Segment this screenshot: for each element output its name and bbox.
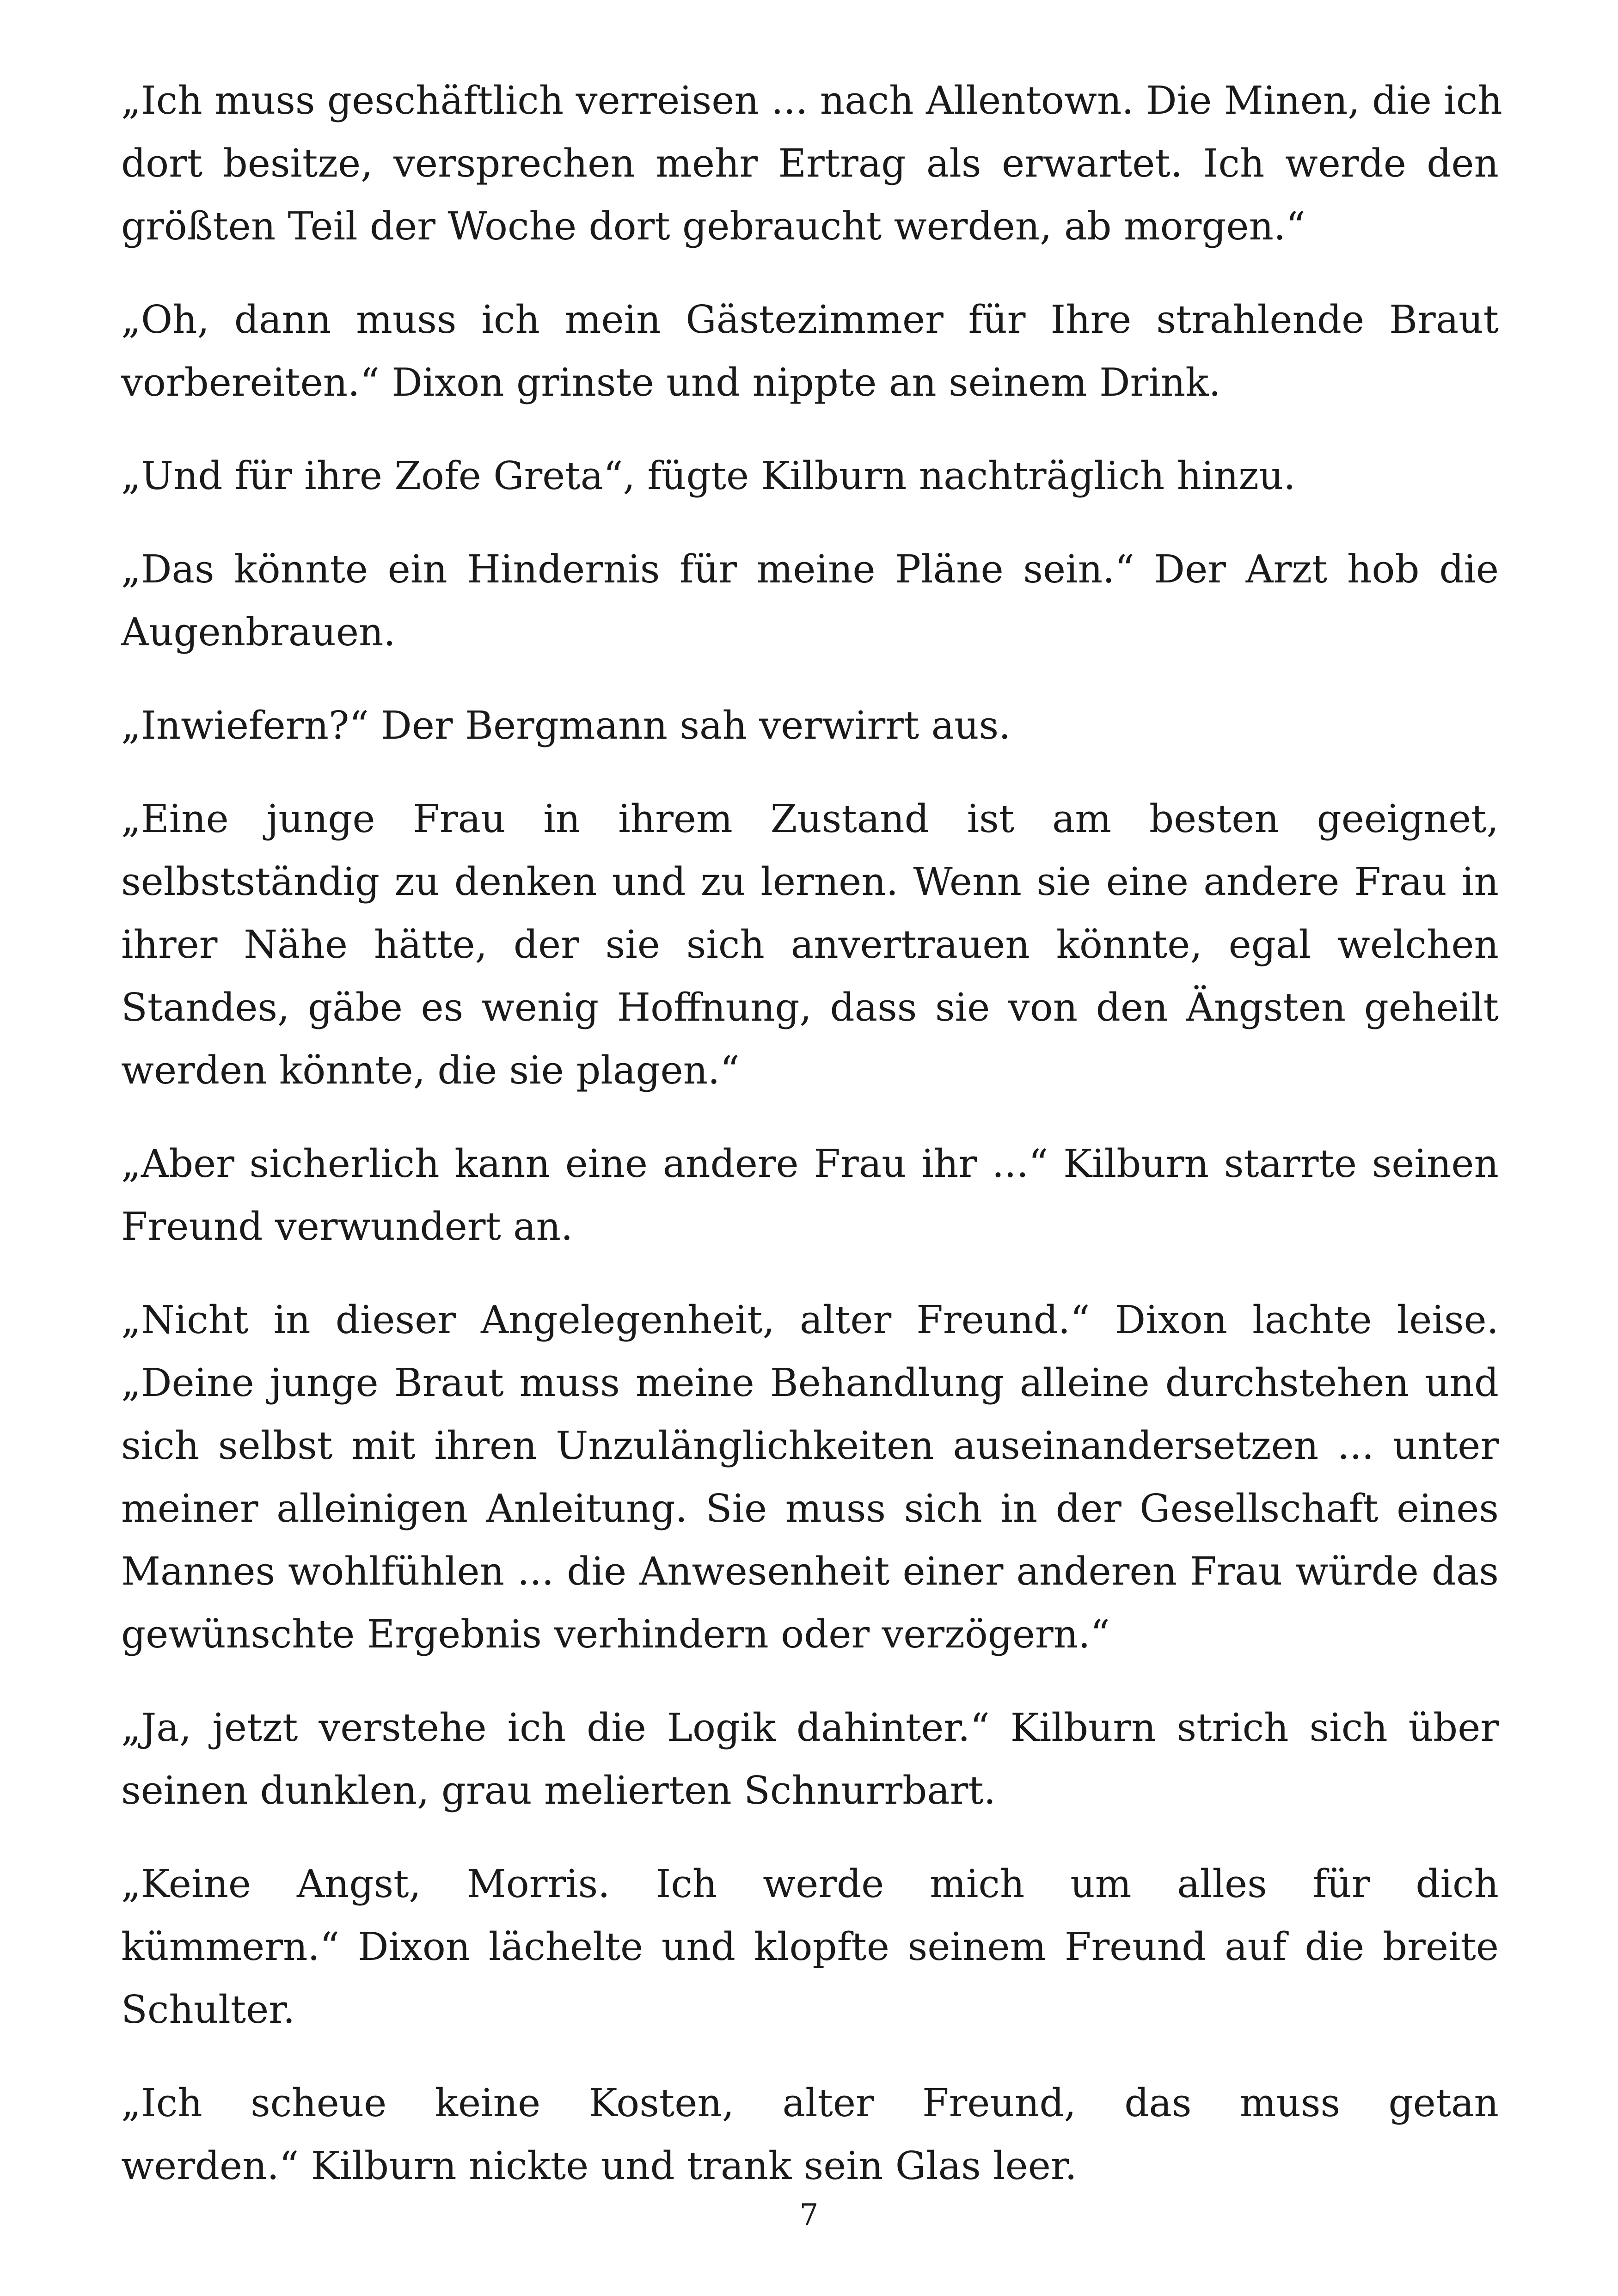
text-line: „Inwiefern?“ Der Bergmann sah verwirrt aus. [121,703,1011,748]
text-line: Schulter. [121,1987,295,2032]
paragraph [121,1289,1499,1666]
paragraph [121,538,1499,664]
text-line: „Und für ihre Zofe Greta“, fügte Kilburn nachträglich hinzu. [121,453,1296,498]
paragraph [121,1853,1499,2041]
text-line: meiner alleinigen Anleitung. Sie muss sich in der Gesellschaft eines [121,1486,1499,1531]
text-line: kümmern.“ Dixon lächelte und klopfte seinem Freund auf die breite [121,1924,1499,1969]
text-line: vorbereiten.“ Dixon grinste und nippte an seinem Drink. [121,360,1221,405]
paragraph [121,69,1502,258]
text-line: Standes, gäbe es wenig Hoffnung, dass sie von den Ängsten geheilt [121,985,1499,1030]
text-line: „Nicht in dieser Angelegenheit, alter Freund.“ Dixon lachte leise. [121,1298,1499,1342]
text-line: „Aber sicherlich kann eine andere Frau ihr ...“ Kilburn starrte seinen [121,1141,1499,1186]
page-number: 7 [799,2198,819,2232]
text-line: „Keine Angst, Morris. Ich werde mich um alles für dich [121,1861,1499,1906]
text-line: größten Teil der Woche dort gebraucht werden, ab morgen.“ [121,204,1305,249]
text-line: „Ich scheue keine Kosten, alter Freund, das muss getan [121,2081,1499,2125]
text-line: „Ich muss geschäftlich verreisen ... nach Allentown. Die Minen, die ich [121,78,1502,123]
text-line: gewünschte Ergebnis verhindern oder verzögern.“ [121,1612,1110,1657]
text-line: dort besitze, versprechen mehr Ertrag als erwartet. Ich werde den [121,141,1499,186]
paragraph [121,288,1499,414]
paragraph [121,2072,1499,2198]
paragraph [121,788,1499,1102]
text-line: Mannes wohlfühlen ... die Anwesenheit einer anderen Frau würde das [121,1549,1499,1594]
paragraph [121,1696,1499,1822]
text-line: „Oh, dann muss ich mein Gästezimmer für Ihre strahlende Braut [121,297,1499,342]
paragraph [121,1133,1499,1258]
text-line: selbstständig zu denken und zu lernen. Wenn sie eine andere Frau in [121,859,1499,904]
paragraph [121,445,1499,508]
document-body [121,69,1502,2228]
text-line: seinen dunklen, grau melierten Schnurrbart. [121,1768,996,1813]
text-line: Freund verwundert an. [121,1204,573,1249]
text-line: „Ja, jetzt verstehe ich die Logik dahinter.“ Kilburn strich sich über [121,1705,1499,1750]
text-line: werden.“ Kilburn nickte und trank sein Glas leer. [121,2143,1077,2188]
paragraph [121,694,1499,757]
text-line: sich selbst mit ihren Unzulänglichkeiten auseinandersetzen ... unter [121,1423,1499,1468]
text-line: „Deine junge Braut muss meine Behandlung alleine durchstehen und [121,1360,1499,1405]
text-line: Augenbrauen. [121,610,396,655]
text-line: ihrer Nähe hätte, der sie sich anvertrauen könnte, egal welchen [121,922,1499,967]
text-line: werden könnte, die sie plagen.“ [121,1048,740,1093]
text-line: „Das könnte ein Hindernis für meine Pläne sein.“ Der Arzt hob die [121,547,1499,592]
text-line: „Eine junge Frau in ihrem Zustand ist am besten geeignet, [121,796,1499,841]
